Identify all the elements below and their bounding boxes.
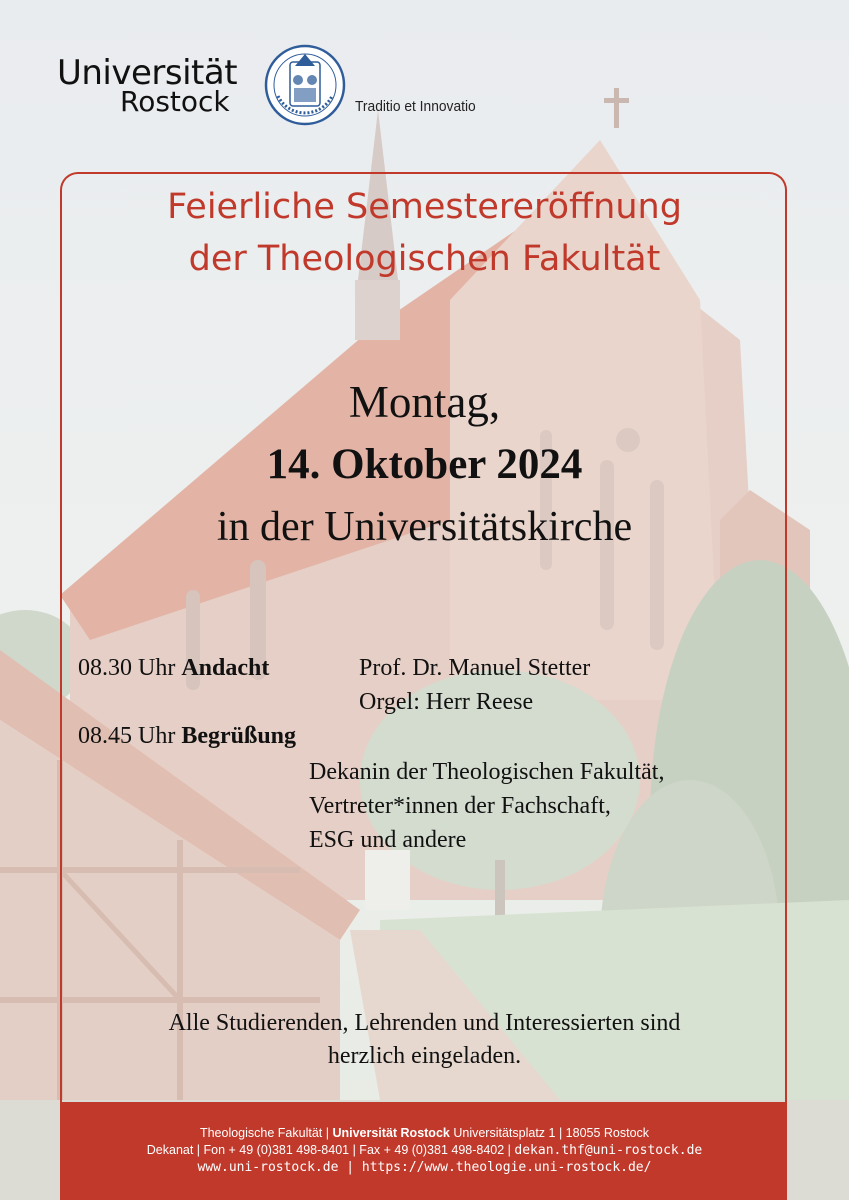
- footer-university: Universität Rostock: [332, 1126, 450, 1140]
- footer-address: Universitätsplatz 1 | 18055 Rostock: [453, 1126, 650, 1140]
- program-item-begruessung: [78, 724, 296, 748]
- footer-web-links[interactable]: www.uni-rostock.de | https://www.theologie.uni-rostock.de/: [197, 1160, 652, 1175]
- event-weekday: Montag,: [348, 377, 501, 427]
- invitation-line-1: Alle Studierenden, Lehrenden und Interessierten sind: [168, 1010, 681, 1036]
- program-detail: Prof. Dr. Manuel Stetter: [359, 655, 591, 681]
- program-detail: Vertreter*innen der Fachschaft,: [309, 793, 611, 819]
- event-location: in der Universitätskirche: [216, 504, 633, 550]
- program-item-andacht: [78, 656, 269, 680]
- headline-line-2: der Theologischen Fakultät: [188, 239, 661, 279]
- headline-line-1: Feierliche Semestereröffnung: [167, 187, 682, 227]
- program-time: 08.30 Uhr: [78, 655, 176, 681]
- program-detail: ESG und andere: [309, 827, 467, 853]
- logo-wordmark-universitaet: Universität: [57, 53, 238, 93]
- footer-email-link[interactable]: dekan.thf@uni-rostock.de: [514, 1143, 703, 1158]
- footer-contact: Dekanat | Fon + 49 (0)381 498-8401 | Fax + 49 (0)381 498-8402 |: [146, 1143, 515, 1157]
- footer-contact-line: [0, 1144, 849, 1157]
- program-time: 08.45 Uhr: [78, 723, 176, 749]
- program-detail: Orgel: Herr Reese: [359, 689, 534, 715]
- motto: Traditio et Innovatio: [355, 98, 476, 115]
- program-title: Andacht: [181, 655, 270, 681]
- footer-faculty: Theologische Fakultät: [199, 1126, 323, 1140]
- footer-address-line: Theologische Fakultät | Universität Rostock Universitätsplatz 1 | 18055 Rostock: [199, 1126, 650, 1140]
- program-detail: Dekanin der Theologischen Fakultät,: [309, 759, 665, 785]
- logo-wordmark-rostock: Rostock: [120, 85, 230, 118]
- program-title: Begrüßung: [181, 723, 297, 749]
- event-date: 14. Oktober 2024: [266, 441, 583, 488]
- university-seal-icon: [264, 44, 346, 126]
- invitation-line-2: herzlich eingeladen.: [327, 1043, 522, 1069]
